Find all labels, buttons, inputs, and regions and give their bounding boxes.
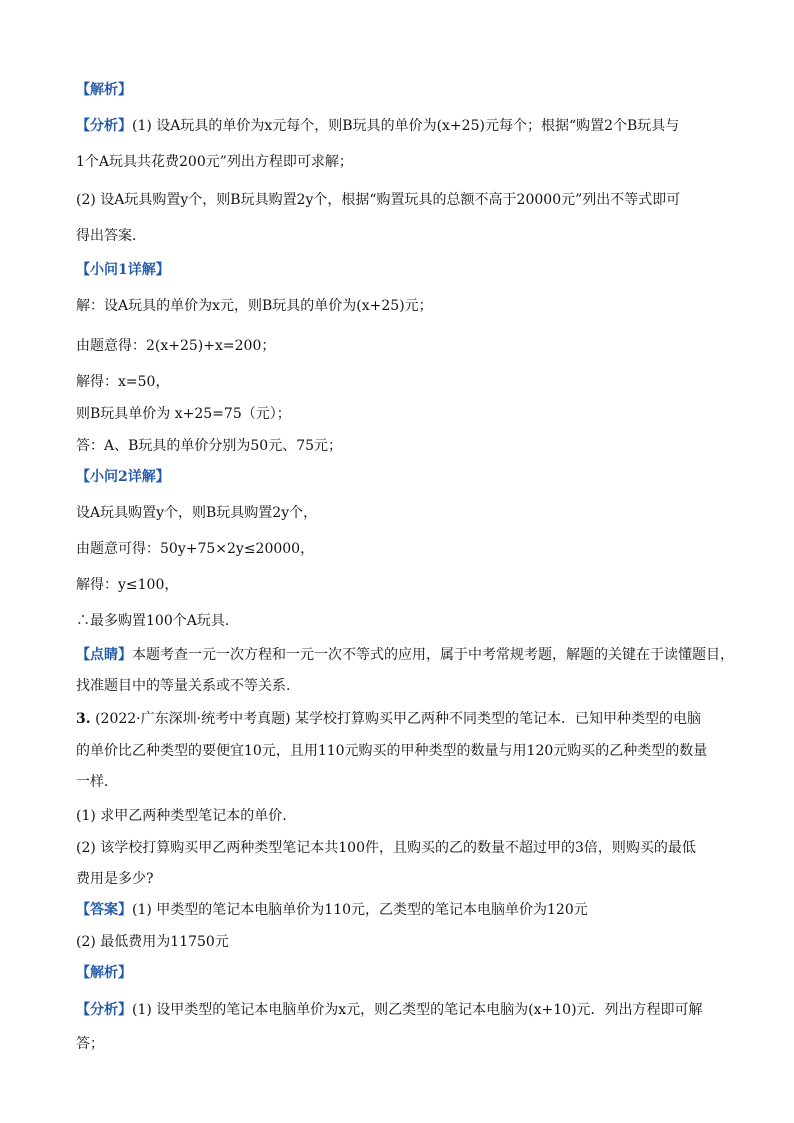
answer-text: (1) 甲类型的笔记本电脑单价为110元，乙类型的笔记本电脑单价为120元 <box>132 902 588 918</box>
analysis-line: (2) 设A玩具购置y个，则B玩具购置2y个，根据“购置玩具的总额不高于20000元”列出不等式即可 <box>76 192 681 208</box>
analysis-line: 1个A玩具共花费200元”列出方程即可求解； <box>76 154 353 170</box>
solution-line: 解得：y≤100， <box>76 577 179 593</box>
solution-line: 由题意可得：50y+75×2y≤20000， <box>76 541 315 557</box>
dianjing-text: 本题考查一元一次方程和一元一次不等式的应用，属于中考常规考题，解题的关键在于读懂题目， <box>132 647 734 663</box>
solution-line: 解：设A玩具的单价为x元，则B玩具的单价为(x+25)元； <box>76 298 433 314</box>
fenxi-text: (1) 设A玩具的单价为x元每个，则B玩具的单价为(x+25)元每个；根据“购置2个B玩具与 <box>132 118 680 134</box>
problem-3-subquestion-2: 费用是多少? <box>76 871 154 887</box>
answer-line: (2) 最低费用为11750元 <box>76 934 229 950</box>
problem-3-line <box>76 709 701 729</box>
solution-line: 设A玩具购置y个，则B玩具购置2y个， <box>76 505 318 521</box>
solution-line: 则B玩具单价为 x+25=75（元）； <box>76 406 291 422</box>
problem-3-subquestion-2: (2) 该学校打算购买甲乙两种类型笔记本共100件，且购买的乙的数量不超过甲的3倍，则购买的最低 <box>76 840 696 856</box>
analysis-line <box>76 116 679 136</box>
problem-3-line: 一样． <box>76 774 118 790</box>
analysis-line: 答； <box>76 1036 104 1052</box>
dianjing-tag: 【点睛】 <box>76 647 132 663</box>
analysis-line: 得出答案. <box>76 228 137 244</box>
analysis-line <box>76 1000 703 1020</box>
fenxi-text: (1) 设甲类型的笔记本电脑单价为x元，则乙类型的笔记本电脑为(x+10)元．列出方程即可解 <box>132 1002 703 1018</box>
analysis-tag: 【解析】 <box>76 965 132 981</box>
answer-line <box>76 900 588 920</box>
commentary-line <box>76 645 734 665</box>
fenxi-tag: 【分析】 <box>76 118 132 134</box>
problem-number: 3. <box>76 711 91 727</box>
analysis-tag: 【解析】 <box>76 82 132 98</box>
answer-tag: 【答案】 <box>76 902 132 918</box>
subquestion-2-heading: 【小问2详解】 <box>76 469 170 485</box>
solution-line: 由题意得：2(x+25)+x=200； <box>76 338 276 354</box>
subquestion-1-heading: 【小问1详解】 <box>76 262 170 278</box>
problem-text: (2022·广东深圳·统考中考真题) 某学校打算购买甲乙两种不同类型的笔记本．已知甲种类型的电脑 <box>95 711 701 727</box>
solution-line: ∴最多购置100个A玩具. <box>76 613 230 629</box>
problem-3-line: 的单价比乙种类型的要便宜10元，且用110元购买的甲种类型的数量与用120元购买的乙种类型的数量 <box>76 743 708 759</box>
solution-line: 答：A、B玩具的单价分别为50元、75元； <box>76 438 343 454</box>
solution-line: 解得：x=50， <box>76 374 170 390</box>
problem-3-subquestion-1: (1) 求甲乙两种类型笔记本的单价. <box>76 808 287 824</box>
fenxi-tag: 【分析】 <box>76 1002 132 1018</box>
commentary-line: 找准题目中的等量关系或不等关系. <box>76 678 291 694</box>
